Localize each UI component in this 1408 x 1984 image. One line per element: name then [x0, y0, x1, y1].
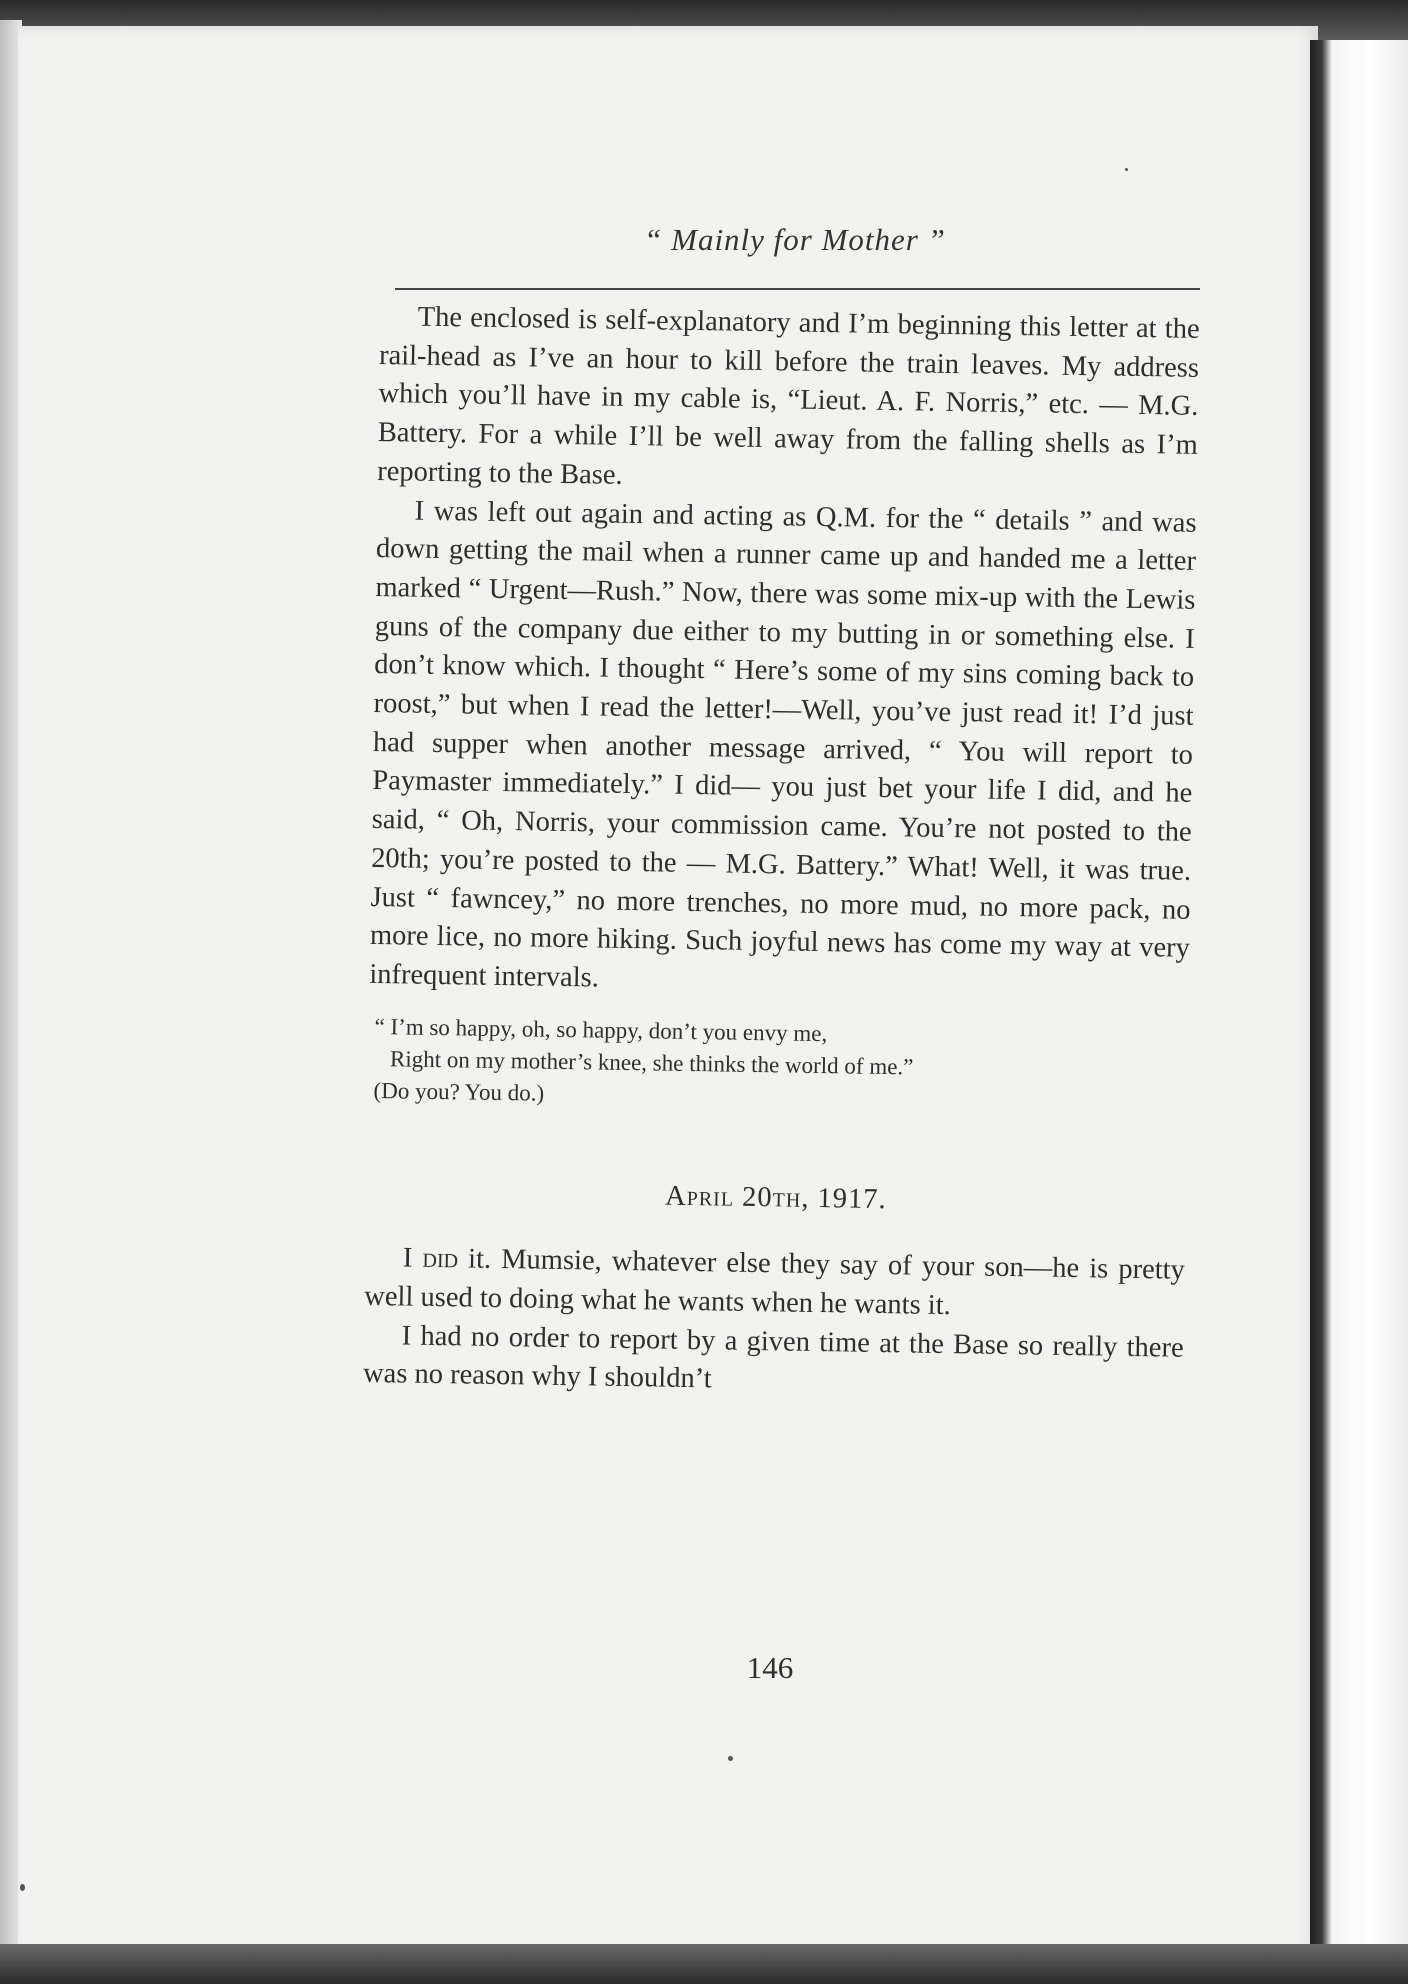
header-rule: [395, 288, 1200, 290]
scan-bottom-border: [0, 1944, 1408, 1984]
paragraph-4: I had no order to report by a given time at the Base so really there was no reason why I shouldn’t: [362, 1320, 1184, 1395]
paragraph-1: The enclosed is self-explanatory and I’m beginning this letter at the rail-head as I’ve an hour to kill before the train leaves. My address which you’ll have in my cable is, “Lieut. A. F. Norris,” etc. — M.G. Battery. For a while I’ll be well away from the falling shells as I’m reporting to the Base.: [377, 301, 1200, 491]
date-heading: April 20th, 1917.: [664, 1180, 887, 1215]
speck: [20, 1884, 25, 1891]
verse-line-3: (Do you? You do.): [373, 1077, 545, 1106]
verse-line-1: “ I’m so happy, oh, so happy, don’t you envy me,: [374, 1013, 828, 1046]
page-number: 146: [746, 1650, 794, 1685]
body-text: [363, 298, 1200, 1407]
verse-line-2: Right on my mother’s knee, she thinks the world of me.”: [389, 1045, 914, 1080]
speck: [1125, 168, 1128, 171]
lead-words: I did: [402, 1242, 459, 1275]
speck: [728, 1756, 733, 1761]
paragraph-3: [364, 1239, 1185, 1329]
section-april-20: [363, 1239, 1185, 1407]
running-head: “ Mainly for Mother ”: [644, 222, 946, 257]
paragraph-2: I was left out again and acting as Q.M. for the “ details ” and was down getting the mail when a runner came up and handed me a letter marked “ Urgent—Rush.” Now, there was some mix-up with the Lewis guns of the company due either to my butting in or something else. I don’t know which. I thought “ Here’s some of my sins coming back to roost,” but when I read the letter!—Well, you’ve just read it! I’d just had supper when another message arrived, “ You will report to Paymaster immediately.” I did— you just bet your life I did, and he said, “ Oh, Norris, your commission came. You’re not posted to the 20th; you’re posted to the — M.G. Battery.” What! Well, it was true. Just “ fawncey,” no more trenches, no more mud, no more pack, no more lice, no more hiking. Such joyful news has come my way at very infrequent intervals.: [369, 495, 1197, 994]
book-cover-edge: [1310, 40, 1408, 1950]
paragraph-3-rest: it. Mumsie, whatever else they say of your son—he is pretty well used to doing what he wants when he wants it.: [364, 1243, 1186, 1322]
verse-quote: [367, 1011, 1188, 1120]
